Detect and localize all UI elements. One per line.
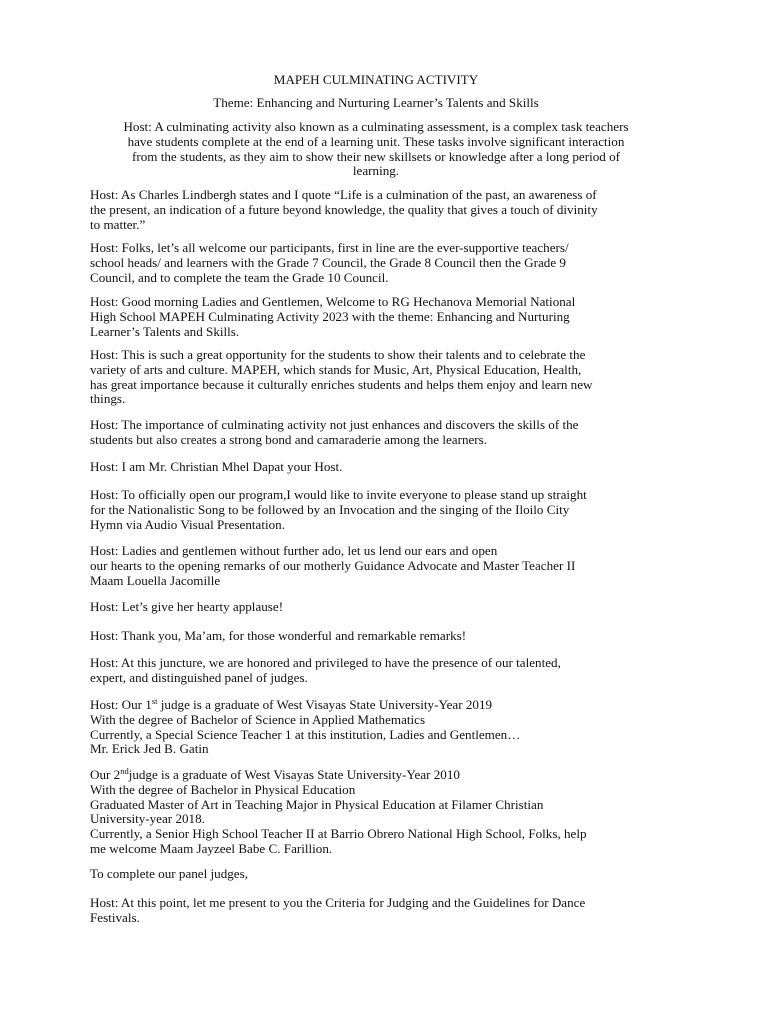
paragraph-opening-remarks — [90, 544, 662, 588]
judge-name-line: Mr. Erick Jed B. Gatin — [90, 741, 209, 757]
text-line: Host: Let’s give her hearty applause! — [90, 599, 284, 614]
document-title — [90, 73, 662, 88]
paragraph-host-introduction — [90, 460, 662, 475]
paragraph-criteria — [90, 896, 662, 926]
text-line: Maam Louella Jacomille — [90, 572, 221, 588]
text-line: Host: The importance of culminating activity not just enhances and discovers the skills of the — [90, 417, 579, 432]
text-line: To complete our panel judges, — [90, 866, 248, 881]
text-line: Host: As Charles Lindbergh states and I quote “Life is a culmination of the past, an awareness of — [90, 187, 597, 202]
text-line: expert, and distinguished panel of judges. — [90, 669, 308, 685]
text-line: to matter.” — [90, 216, 146, 232]
text-line: Host: A culminating activity also known as a culminating assessment, is a complex task teachers — [123, 119, 629, 134]
paragraph-welcome-participants — [90, 241, 662, 285]
paragraph-open-program — [90, 488, 662, 532]
text-line: students but also creates a strong bond and camaraderie among the learners. — [90, 431, 488, 447]
paragraph-judges-intro — [90, 656, 662, 686]
text-line: Host: At this point, let me present to you the Criteria for Judging and the Guidelines for Dance — [90, 895, 586, 910]
paragraph-importance — [90, 418, 662, 448]
text-fragment: Our 2 — [90, 767, 121, 782]
text-line: learning. — [352, 163, 400, 179]
paragraph-good-morning — [90, 295, 662, 339]
paragraph-thank-you — [90, 629, 662, 644]
text-line: Host: Folks, let’s all welcome our participants, first in line are the ever-supportive teachers/ — [90, 240, 569, 255]
text-fragment: Host: Our 1 — [90, 697, 152, 712]
text-line: Hymn via Audio Visual Presentation. — [90, 516, 285, 532]
paragraph-lindbergh-quote — [90, 188, 662, 232]
paragraph-second-judge — [90, 768, 662, 857]
text-line: Festivals. — [90, 909, 140, 925]
paragraph-complete-panel — [90, 867, 662, 882]
theme-text: Theme: Enhancing and Nurturing Learner’s Talents and Skills — [213, 95, 539, 110]
text-line: Host: This is such a great opportunity for the students to show their talents and to celebrate the — [90, 347, 586, 362]
paragraph-applause — [90, 600, 662, 615]
paragraph-first-judge — [90, 698, 662, 757]
text-line: Host: Ladies and gentlemen without further ado, let us lend our ears and open — [90, 543, 498, 558]
judge-name-line: me welcome Maam Jayzeel Babe C. Farillion. — [90, 840, 333, 856]
text-line: for the Nationalistic Song to be followed by an Invocation and the singing of the Iloilo City — [90, 501, 570, 517]
text-line: Council, and to complete the team the Grade 10 Council. — [90, 269, 389, 285]
text-line: With the degree of Bachelor in Physical Education — [90, 781, 356, 797]
text-line: variety of arts and culture. MAPEH, which stands for Music, Art, Physical Education, Health, — [90, 361, 582, 377]
text-line: the present, an indication of a future beyond knowledge, the quality that gives a touch of divinity — [90, 201, 598, 217]
text-line: Learner’s Talents and Skills. — [90, 323, 240, 339]
text-line: school heads/ and learners with the Grade 7 Council, the Grade 8 Council then the Grade 9 — [90, 254, 566, 270]
text-line: from the students, as they aim to show their new skillsets or knowledge after a long period of — [132, 148, 620, 164]
text-line: things. — [90, 391, 126, 407]
text-fragment: judge is a graduate of West Visayas State University-Year 2010 — [128, 767, 460, 782]
text-line: Host: Good morning Ladies and Gentlemen, Welcome to RG Hechanova Memorial National — [90, 294, 576, 309]
text-line: Host: To officially open our program,I would like to invite everyone to please stand up straight — [90, 487, 587, 502]
title-line: MAPEH CULMINATING ACTIVITY — [273, 72, 479, 87]
paragraph-intro — [90, 120, 662, 179]
text-line: Host: Thank you, Ma’am, for those wonderful and remarkable remarks! — [90, 628, 467, 643]
text-line: have students complete at the end of a learning unit. These tasks involve significant interaction — [127, 133, 625, 149]
text-line: University-year 2018. — [90, 811, 205, 827]
text-line: Host: At this juncture, we are honored and privileged to have the presence of our talented, — [90, 655, 561, 670]
text-fragment: judge is a graduate of West Visayas State University-Year 2019 — [157, 697, 493, 712]
ordinal-superscript: nd — [120, 766, 129, 776]
text-line: Currently, a Special Science Teacher 1 at this institution, Ladies and Gentlemen… — [90, 726, 521, 742]
text-line: With the degree of Bachelor of Science in Applied Mathematics — [90, 711, 426, 727]
text-line: Host: I am Mr. Christian Mhel Dapat your Host. — [90, 459, 343, 474]
text-line: Currently, a Senior High School Teacher II at Barrio Obrero National High School, Folks, help — [90, 826, 587, 842]
ordinal-superscript: st — [151, 696, 158, 706]
text-line: High School MAPEH Culminating Activity 2023 with the theme: Enhancing and Nurturing — [90, 308, 570, 324]
second-judge-heading-line — [90, 768, 662, 783]
text-line: our hearts to the opening remarks of our motherly Guidance Advocate and Master Teacher II — [90, 557, 576, 573]
paragraph-opportunity — [90, 348, 662, 407]
first-judge-heading-line — [90, 698, 662, 713]
text-line: has great importance because it culturally enriches students and helps them enjoy and learn new — [90, 376, 593, 392]
theme-line — [90, 96, 662, 111]
text-line: Graduated Master of Art in Teaching Major in Physical Education at Filamer Christian — [90, 796, 544, 812]
